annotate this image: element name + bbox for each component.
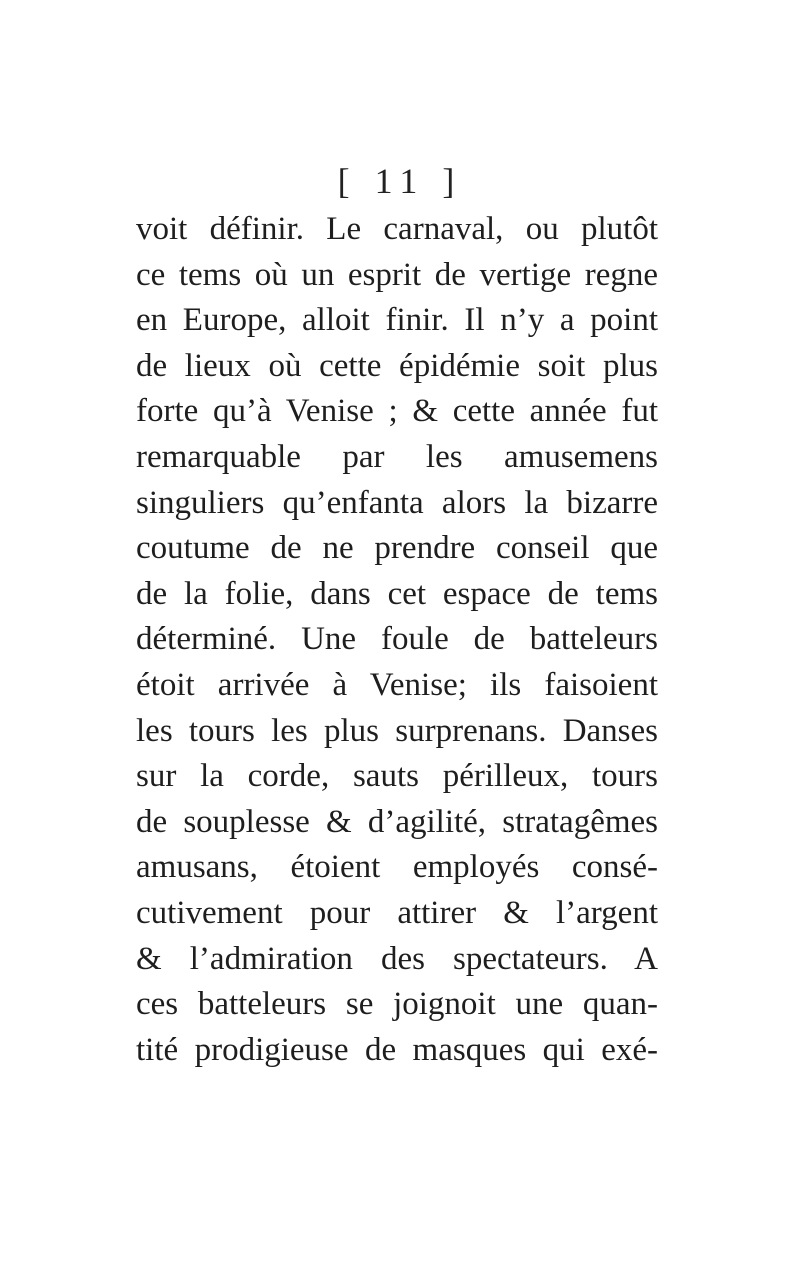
text-line: ces batteleurs se joignoit une quan- (136, 986, 658, 1023)
text-line: & l’admiration des spectateurs. A (136, 940, 658, 977)
text-line: de souplesse & d’agilité, stratagêmes (136, 803, 658, 840)
text-line: tité prodigieuse de masques qui exé- (136, 1031, 658, 1068)
text-line: voit définir. Le carnaval, ou plutôt (136, 211, 658, 247)
text-line: déterminé. Une foule de batteleurs (136, 621, 658, 658)
text-line: en Europe, alloit finir. Il n’y a point (136, 302, 658, 339)
text-line: ce tems où un esprit de vertige regne (136, 256, 658, 293)
text-line: remarquable par les amusemens (136, 438, 658, 475)
page-number: [ 11 ] (337, 161, 463, 201)
text-line: de lieux où cette épidémie soit plus (136, 347, 658, 384)
body-text (136, 207, 658, 1073)
text-line: singuliers qu’enfanta alors la bizarre (136, 484, 658, 521)
text-line: sur la corde, sauts périlleux, tours (136, 758, 658, 795)
text-line: cutivement pour attirer & l’argent (136, 894, 658, 931)
text-line: forte qu’à Venise ; & cette année fut (136, 393, 658, 430)
text-line: les tours les plus surprenans. Danses (136, 712, 658, 749)
text-line: étoit arrivée à Venise; ils faisoient (136, 666, 658, 703)
text-line: de la folie, dans cet espace de tems (136, 575, 658, 612)
text-line: amusans, étoient employés consé- (136, 849, 658, 886)
text-line: coutume de ne prendre conseil que (136, 530, 658, 567)
